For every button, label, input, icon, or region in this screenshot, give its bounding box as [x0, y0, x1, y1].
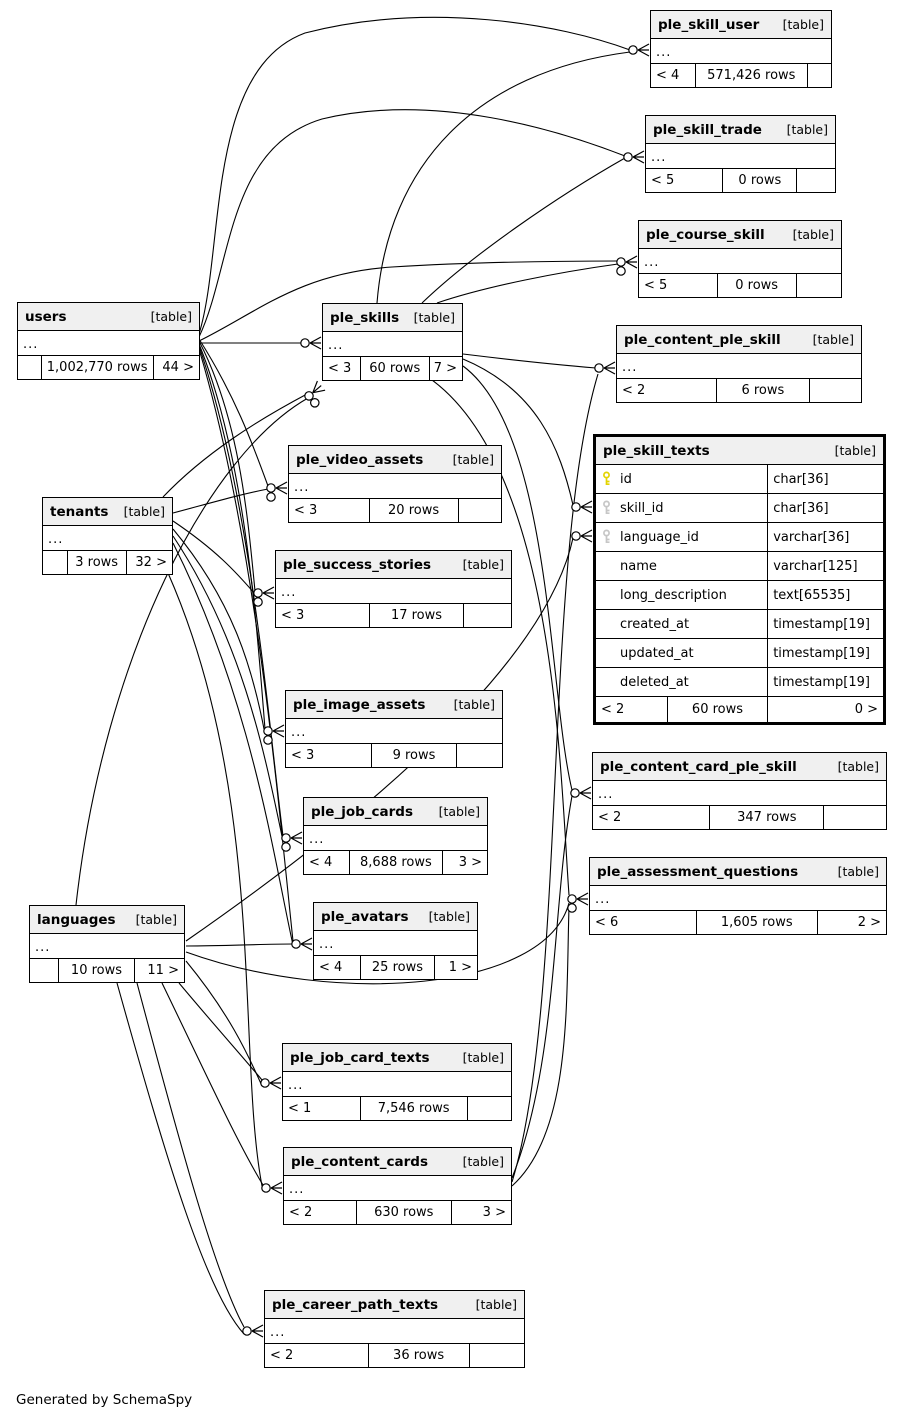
table-name[interactable]: ple_content_cards	[291, 1153, 428, 1170]
table-type-label: [table]	[837, 759, 879, 774]
primary-key-icon	[601, 471, 620, 487]
parent-count: < 1	[283, 1097, 361, 1120]
column-name: name	[620, 558, 657, 574]
row-count: 8,688 rows	[350, 851, 443, 874]
collapsed-columns-ellipsis[interactable]: ...	[284, 1176, 511, 1201]
crow-foot-marker	[572, 501, 592, 513]
table-type-label: [table]	[453, 697, 495, 712]
column-type: timestamp[19]	[773, 674, 870, 690]
parent-count: < 2	[596, 697, 668, 722]
row-count: 3 rows	[68, 551, 127, 574]
parent-count: < 4	[304, 851, 350, 874]
column-row[interactable]	[596, 523, 883, 552]
column-row[interactable]	[596, 581, 883, 610]
child-count	[797, 169, 835, 192]
row-count: 7,546 rows	[361, 1097, 468, 1120]
table-name[interactable]: ple_content_card_ple_skill	[600, 758, 797, 775]
table-name[interactable]: users	[25, 308, 67, 325]
child-count	[470, 1344, 524, 1367]
parent-count: < 2	[593, 806, 710, 829]
parent-count: < 2	[617, 379, 717, 402]
child-count: 3 >	[458, 855, 482, 870]
column-type: varchar[125]	[773, 558, 858, 574]
column-type: varchar[36]	[773, 529, 850, 545]
crow-foot-marker	[568, 893, 588, 912]
crow-foot-marker	[254, 587, 274, 606]
child-count	[797, 274, 841, 297]
crow-foot-marker	[595, 362, 615, 374]
parent-count: < 3	[323, 357, 361, 380]
child-count	[808, 64, 831, 87]
table-ple_skill_texts[interactable]	[593, 434, 886, 725]
child-count	[457, 744, 502, 767]
crow-foot-marker	[572, 530, 592, 542]
column-name: skill_id	[620, 500, 664, 516]
table-type-label: [table]	[428, 909, 470, 924]
crow-foot-marker	[262, 1182, 282, 1194]
collapsed-columns-ellipsis[interactable]: ...	[617, 354, 861, 379]
table-type-label: [table]	[462, 557, 504, 572]
column-type: timestamp[19]	[773, 645, 870, 661]
row-count: 347 rows	[710, 806, 824, 829]
row-count: 10 rows	[59, 959, 134, 982]
table-name[interactable]: ple_avatars	[321, 908, 409, 925]
table-ple_skill_user[interactable]	[650, 10, 832, 88]
table-name[interactable]: ple_skill_trade	[653, 121, 762, 138]
collapsed-columns-ellipsis[interactable]: ...	[276, 579, 511, 604]
table-languages[interactable]	[29, 905, 185, 983]
table-ple_content_card_ple_skill[interactable]	[592, 752, 887, 830]
table-type-label: [table]	[413, 310, 455, 325]
collapsed-columns-ellipsis[interactable]: ...	[651, 39, 831, 64]
table-ple_content_cards[interactable]	[283, 1147, 512, 1225]
row-count: 20 rows	[370, 499, 459, 522]
child-count	[468, 1097, 511, 1120]
table-type-label: [table]	[792, 227, 834, 242]
row-count: 1,605 rows	[697, 911, 818, 934]
table-name[interactable]: ple_skill_user	[658, 16, 760, 33]
column-row[interactable]	[596, 610, 883, 639]
generator-note: Generated by SchemaSpy	[16, 1392, 193, 1408]
collapsed-columns-ellipsis[interactable]: ...	[314, 931, 477, 956]
parent-count: < 4	[651, 64, 696, 87]
column-type: text[65535]	[773, 587, 851, 603]
parent-count	[43, 551, 68, 574]
crow-foot-marker	[629, 44, 649, 56]
column-row[interactable]	[596, 668, 883, 697]
child-count: 7 >	[433, 361, 457, 376]
table-ple_skill_trade[interactable]	[645, 115, 836, 193]
collapsed-columns-ellipsis[interactable]: ...	[286, 719, 502, 744]
crow-foot-marker	[261, 1077, 281, 1089]
row-count: 60 rows	[361, 357, 431, 380]
column-type: char[36]	[773, 500, 829, 516]
table-ple_career_path_texts[interactable]	[264, 1290, 525, 1368]
crow-foot-marker	[305, 381, 325, 407]
column-row[interactable]	[596, 465, 883, 494]
parent-count	[30, 959, 59, 982]
collapsed-columns-ellipsis[interactable]: ...	[590, 886, 886, 911]
parent-count	[18, 356, 42, 379]
column-type: timestamp[19]	[773, 616, 870, 632]
table-name[interactable]: ple_image_assets	[293, 696, 426, 713]
collapsed-columns-ellipsis[interactable]: ...	[304, 826, 487, 851]
collapsed-columns-ellipsis[interactable]: ...	[289, 474, 501, 499]
table-tenants[interactable]	[42, 497, 173, 575]
parent-count: < 2	[265, 1344, 369, 1367]
table-name[interactable]: ple_assessment_questions	[597, 863, 799, 880]
table-name[interactable]: ple_course_skill	[646, 226, 765, 243]
table-ple_job_card_texts[interactable]	[282, 1043, 512, 1121]
table-name[interactable]: ple_career_path_texts	[272, 1296, 439, 1313]
row-count: 9 rows	[372, 744, 456, 767]
column-row[interactable]	[596, 494, 883, 523]
crow-foot-marker	[267, 482, 287, 501]
table-name[interactable]: ple_job_card_texts	[290, 1049, 430, 1066]
crow-foot-marker	[264, 725, 284, 744]
table-name[interactable]: ple_success_stories	[283, 556, 432, 573]
child-count: 32 >	[135, 555, 167, 570]
row-count: 60 rows	[668, 697, 768, 722]
collapsed-columns-ellipsis[interactable]: ...	[43, 526, 172, 551]
table-type-label: [table]	[812, 332, 854, 347]
table-ple_content_ple_skill[interactable]	[616, 325, 862, 403]
crow-foot-marker	[617, 256, 637, 275]
child-count	[810, 379, 861, 402]
row-count: 630 rows	[357, 1201, 452, 1224]
table-type-label: [table]	[123, 504, 165, 519]
collapsed-columns-ellipsis[interactable]: ...	[18, 331, 199, 356]
row-count: 1,002,770 rows	[42, 356, 154, 379]
child-count: 44 >	[162, 360, 194, 375]
table-type-label: [table]	[462, 1050, 504, 1065]
column-row[interactable]	[596, 639, 883, 668]
table-name[interactable]: ple_job_cards	[311, 803, 413, 820]
table-ple_assessment_questions[interactable]	[589, 857, 887, 935]
child-count	[464, 604, 511, 627]
parent-count: < 2	[284, 1201, 357, 1224]
column-name: updated_at	[620, 645, 694, 661]
crow-foot-marker	[571, 787, 591, 799]
table-name[interactable]: tenants	[50, 503, 109, 520]
collapsed-columns-ellipsis[interactable]: ...	[593, 781, 886, 806]
table-type-label: [table]	[452, 452, 494, 467]
table-ple_job_cards[interactable]	[303, 797, 488, 875]
column-name: created_at	[620, 616, 690, 632]
table-type-label: [table]	[462, 1154, 504, 1169]
row-count: 0 rows	[718, 274, 797, 297]
child-count: 1 >	[448, 960, 472, 975]
crow-foot-marker	[624, 151, 644, 163]
parent-count: < 3	[289, 499, 370, 522]
crow-foot-marker	[282, 832, 302, 851]
row-count: 571,426 rows	[696, 64, 808, 87]
table-ple_avatars[interactable]	[313, 902, 478, 980]
parent-count: < 3	[276, 604, 370, 627]
table-type-label: [table]	[834, 443, 876, 458]
table-name[interactable]: ple_skill_texts	[603, 442, 710, 459]
foreign-key-icon	[601, 500, 620, 516]
crow-foot-marker	[243, 1325, 263, 1337]
collapsed-columns-ellipsis[interactable]: ...	[265, 1319, 524, 1344]
table-type-label: [table]	[150, 309, 192, 324]
table-ple_image_assets[interactable]	[285, 690, 503, 768]
row-count: 25 rows	[361, 956, 434, 979]
child-count: 11 >	[147, 963, 179, 978]
column-name: id	[620, 471, 632, 487]
table-type-label: [table]	[135, 912, 177, 927]
parent-count: < 6	[590, 911, 697, 934]
crow-foot-marker	[301, 337, 321, 349]
table-ple_skills[interactable]	[322, 303, 463, 381]
child-count: 3 >	[482, 1205, 506, 1220]
table-ple_video_assets[interactable]	[288, 445, 502, 523]
parent-count: < 4	[314, 956, 361, 979]
column-name: language_id	[620, 529, 699, 545]
column-row[interactable]	[596, 552, 883, 581]
child-count: 0 >	[854, 702, 878, 717]
column-name: long_description	[620, 587, 727, 603]
collapsed-columns-ellipsis[interactable]: ...	[30, 934, 184, 959]
row-count: 17 rows	[370, 604, 464, 627]
row-count: 6 rows	[717, 379, 810, 402]
child-count	[459, 499, 501, 522]
table-type-label: [table]	[837, 864, 879, 879]
child-count	[824, 806, 886, 829]
table-type-label: [table]	[438, 804, 480, 819]
table-name[interactable]: ple_skills	[330, 309, 400, 326]
collapsed-columns-ellipsis[interactable]: ...	[646, 144, 835, 169]
table-name[interactable]: languages	[37, 911, 116, 928]
table-type-label: [table]	[475, 1297, 517, 1312]
table-type-label: [table]	[786, 122, 828, 137]
crow-foot-marker	[292, 938, 312, 950]
row-count: 0 rows	[723, 169, 797, 192]
parent-count: < 5	[646, 169, 723, 192]
table-type-label: [table]	[782, 17, 824, 32]
row-count: 36 rows	[369, 1344, 470, 1367]
table-users[interactable]	[17, 302, 200, 380]
column-type: char[36]	[773, 471, 829, 487]
child-count: 2 >	[857, 915, 881, 930]
table-name[interactable]: ple_content_ple_skill	[624, 331, 781, 348]
table-ple_course_skill[interactable]	[638, 220, 842, 298]
column-name: deleted_at	[620, 674, 689, 690]
foreign-key-icon	[601, 529, 620, 545]
collapsed-columns-ellipsis[interactable]: ...	[323, 332, 462, 357]
parent-count: < 5	[639, 274, 718, 297]
collapsed-columns-ellipsis[interactable]: ...	[283, 1072, 511, 1097]
relationship-curves	[76, 17, 630, 1334]
collapsed-columns-ellipsis[interactable]: ...	[639, 249, 841, 274]
table-name[interactable]: ple_video_assets	[296, 451, 424, 468]
table-ple_success_stories[interactable]	[275, 550, 512, 628]
parent-count: < 3	[286, 744, 372, 767]
